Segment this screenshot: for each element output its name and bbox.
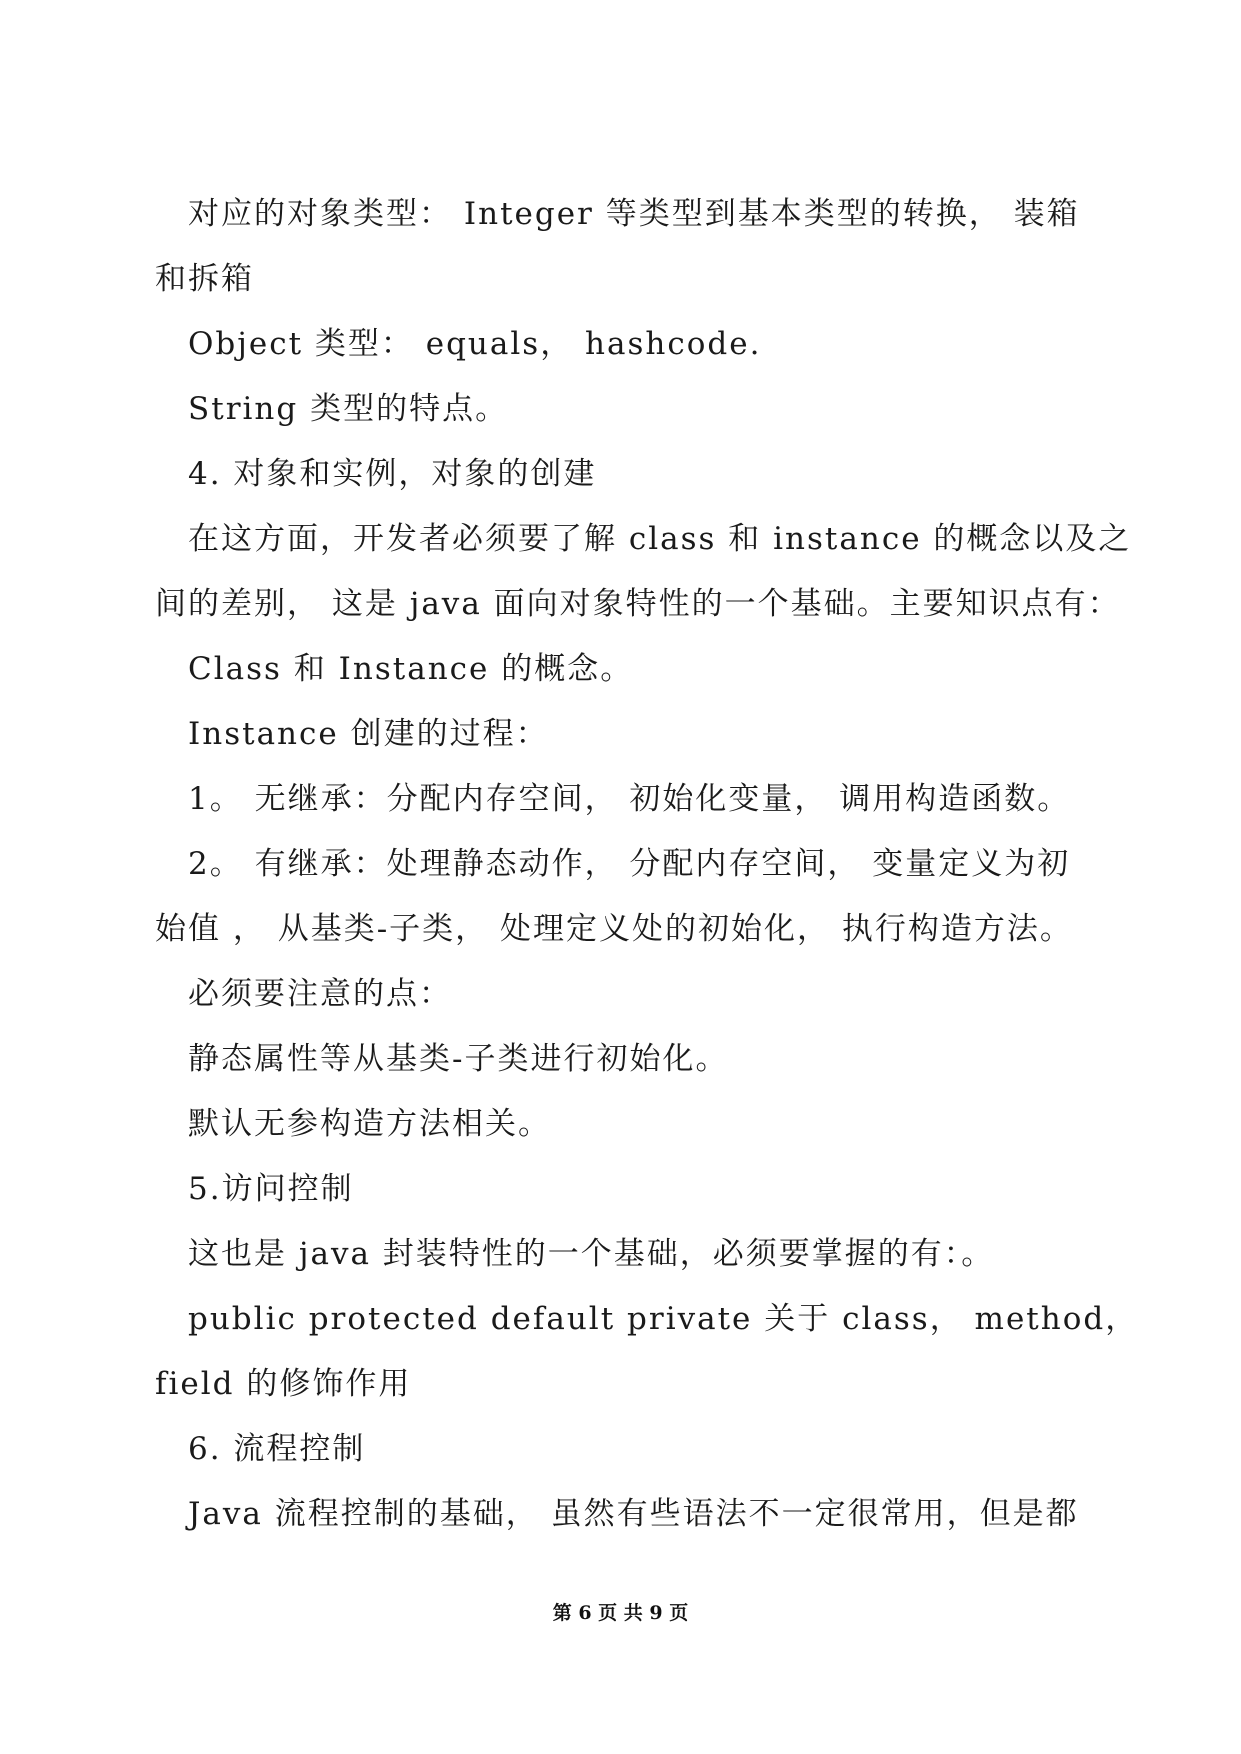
paragraph-line: 1。 无继承：分配内存空间， 初始化变量， 调用构造函数。 xyxy=(188,781,1071,817)
paragraph-line: 和拆箱 xyxy=(155,261,254,297)
paragraph-line: field 的修饰作用 xyxy=(155,1366,412,1402)
paragraph-line: Java 流程控制的基础， 虽然有些语法不一定很常用，但是都 xyxy=(188,1496,1079,1532)
page-number-footer: 第 6 页 共 9 页 xyxy=(552,1602,689,1624)
section-heading: 4. 对象和实例，对象的创建 xyxy=(188,456,597,492)
document-body xyxy=(155,182,1139,1547)
paragraph-line: 必须要注意的点： xyxy=(188,976,452,1012)
paragraph-line: 2。 有继承：处理静态动作， 分配内存空间， 变量定义为初 xyxy=(188,846,1071,882)
paragraph-line: 间的差别， 这是 java 面向对象特性的一个基础。主要知识点有： xyxy=(155,586,1121,622)
paragraph-line: 默认无参构造方法相关。 xyxy=(188,1106,551,1142)
paragraph-line: 在这方面，开发者必须要了解 class 和 instance 的概念以及之 xyxy=(188,521,1132,557)
paragraph-line: 这也是 java 封装特性的一个基础，必须要掌握的有：。 xyxy=(188,1236,995,1272)
paragraph-line: Instance 创建的过程： xyxy=(188,716,549,752)
paragraph-line: 始值 ， 从基类-子类， 处理定义处的初始化， 执行构造方法。 xyxy=(155,911,1073,947)
section-heading: 5.访问控制 xyxy=(188,1171,354,1207)
paragraph-line: Object 类型： equals， hashcode. xyxy=(188,326,762,362)
paragraph-line: 静态属性等从基类-子类进行初始化。 xyxy=(188,1041,729,1077)
paragraph-line: String 类型的特点。 xyxy=(188,391,509,427)
paragraph-line: 对应的对象类型： Integer 等类型到基本类型的转换， 装箱 xyxy=(188,196,1080,232)
paragraph-line: Class 和 Instance 的概念。 xyxy=(188,651,634,687)
paragraph-line: public protected default private 关于 class， method， xyxy=(188,1301,1139,1337)
section-heading: 6. 流程控制 xyxy=(188,1431,366,1467)
